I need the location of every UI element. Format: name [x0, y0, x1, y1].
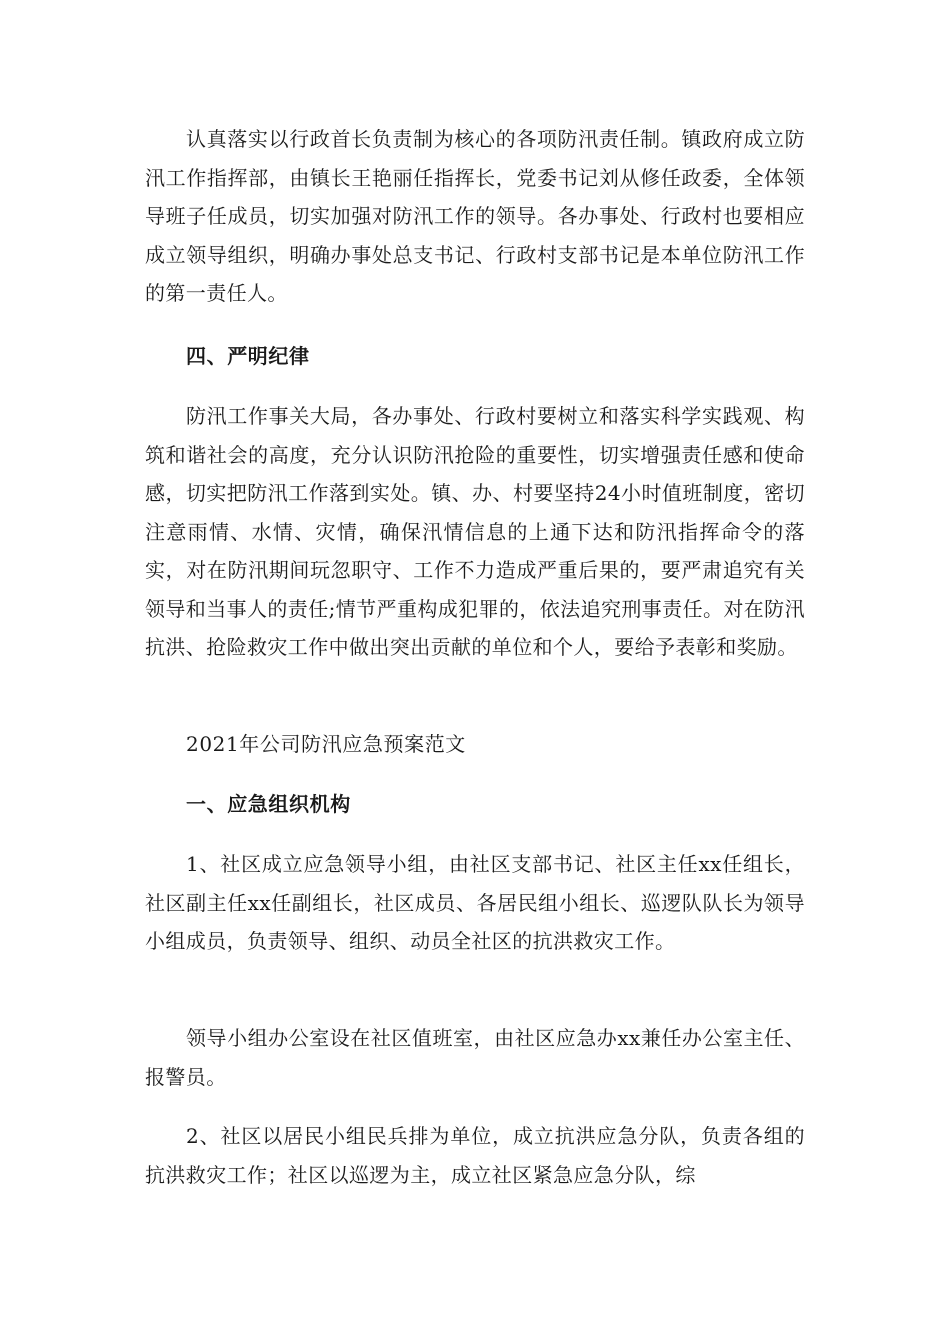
paragraph-office: 领导小组办公室设在社区值班室，由社区应急办xx兼任办公室主任、报警员。 [145, 1026, 805, 1089]
paragraph-responsibility: 认真落实以行政首长负责制为核心的各项防汛责任制。镇政府成立防汛工作指挥部，由镇长王艳丽任指挥长，党委书记刘从修任政委，全体领导班子任成员，切实加强对防汛工作的领导。各办事处、行政村也要相应成立领导组织，明确办事处总支书记、行政村支部书记是本单位防汛工作的第一责任人。 [145, 127, 805, 305]
heading-emergency-organization: 一、应急组织机构 [186, 792, 351, 816]
paragraph-leadership-group: 1、社区成立应急领导小组，由社区支部书记、社区主任xx任组长，社区副主任xx任副组长，社区成员、各居民组小组长、巡逻队队长为领导小组成员，负责领导、组织、动员全社区的抗洪救灾工作。 [145, 852, 805, 953]
paragraph-emergency-teams: 2、社区以居民小组民兵排为单位，成立抗洪应急分队，负责各组的抗洪救灾工作；社区以巡逻为主，成立社区紧急应急分队，综 [145, 1124, 805, 1187]
heading-discipline: 四、严明纪律 [186, 344, 310, 368]
paragraph-discipline: 防汛工作事关大局，各办事处、行政村要树立和落实科学实践观、构筑和谐社会的高度，充分认识防汛抢险的重要性，切实增强责任感和使命感，切实把防汛工作落到实处。镇、办、村要坚持24小时值班制度，密切注意雨情、水情、灾情，确保汛情信息的上通下达和防汛指挥命令的落实，对在防汛期间玩忽职守、工作不力造成严重后果的，要严肃追究有关领导和当事人的责任;情节严重构成犯罪的，依法追究刑事责任。对在防汛抗洪、抢险救灾工作中做出突出贡献的单位和个人，要给予表彰和奖励。 [145, 404, 805, 659]
document-title-2021: 2021年公司防汛应急预案范文 [186, 732, 466, 756]
